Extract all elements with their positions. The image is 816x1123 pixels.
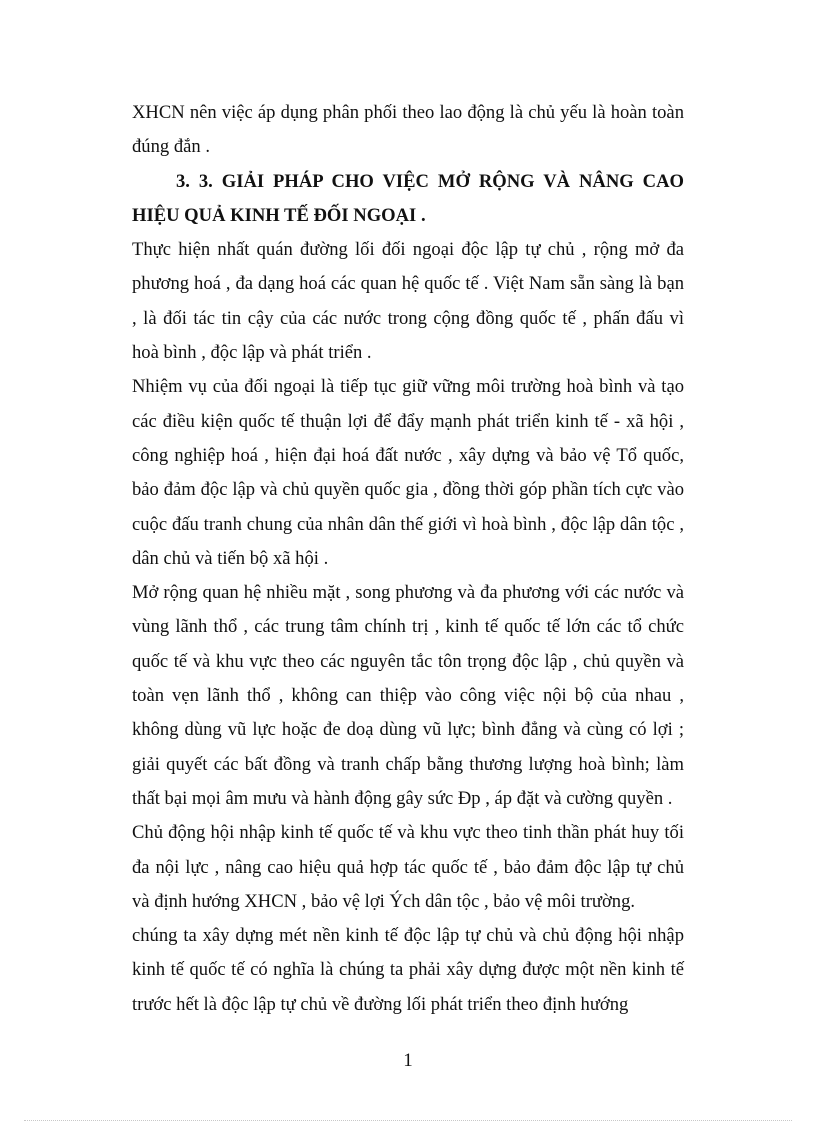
text-line: giải quyết các bất đồng và tranh chấp bằng thương lượng hoà bình; làm xyxy=(132,753,684,775)
text-line: , là đối tác tin cậy của các nước trong cộng đồng quốc tế , phấn đấu vì xyxy=(132,307,684,329)
text-line: kinh tế quốc tế có nghĩa là chúng ta phải xây dựng được một nền kinh tế xyxy=(132,959,684,981)
text-line: đúng đắn . xyxy=(132,136,210,158)
text-line: vùng lãnh thổ , các trung tâm chính trị , kinh tế quốc tế lớn các tổ chức xyxy=(132,616,684,638)
page-bottom-divider xyxy=(24,1120,792,1121)
text-line: Thực hiện nhất quán đường lối đối ngoại độc lập tự chủ , rộng mở đa xyxy=(132,239,684,261)
text-line: đa nội lực , nâng cao hiệu quả hợp tác quốc tế , bảo đảm độc lập tự chủ xyxy=(132,856,684,878)
text-line: Nhiệm vụ của đối ngoại là tiếp tục giữ vững môi trường hoà bình và tạo xyxy=(132,376,684,398)
text-line: Mở rộng quan hệ nhiều mặt , song phương và đa phương với các nước và xyxy=(132,582,684,604)
text-line: dân chủ và tiến bộ xã hội . xyxy=(132,547,329,569)
text-line: thất bại mọi âm mưu và hành động gây sức Ðp , áp đặt và cường quyền . xyxy=(132,787,673,809)
text-line: hoà bình , độc lập và phát triển . xyxy=(132,342,372,364)
text-line: toàn vẹn lãnh thổ , không can thiệp vào công việc nội bộ của nhau , xyxy=(132,685,684,707)
text-line: và định hướng XHCN , bảo vệ lợi Ých dân tộc , bảo vệ môi trường. xyxy=(132,890,636,912)
page-number: 1 xyxy=(403,1050,413,1071)
text-line: cuộc đấu tranh chung của nhân dân thế giới vì hoà bình , độc lập dân tộc , xyxy=(132,513,684,535)
text-line: bảo đảm độc lập và chủ quyền quốc gia , đồng thời góp phần tích cực vào xyxy=(132,479,684,501)
text-line: không dùng vũ lực hoặc đe doạ dùng vũ lực; bình đẳng và cùng có lợi ; xyxy=(132,719,684,741)
text-line: các điều kiện quốc tế thuận lợi để đẩy mạnh phát triển kinh tế - xã hội , xyxy=(132,410,684,432)
text-line: chúng ta xây dựng mét nền kinh tế độc lập tự chủ và chủ động hội nhập xyxy=(132,925,684,947)
body-text xyxy=(132,96,684,1022)
text-line: XHCN nên việc áp dụng phân phối theo lao động là chủ yếu là hoàn toàn xyxy=(132,102,684,123)
section-heading-continued: HIỆU QUẢ KINH TẾ ĐỐI NGOẠI . xyxy=(132,204,426,226)
text-line: trước hết là độc lập tự chủ về đường lối phát triển theo định hướng xyxy=(132,993,629,1015)
text-line: Chủ động hội nhập kinh tế quốc tế và khu vực theo tinh thần phát huy tối xyxy=(132,822,684,844)
text-line: quốc tế và khu vực theo các nguyên tắc tôn trọng độc lập , chủ quyền và xyxy=(132,650,684,672)
section-heading: 3. 3. GIẢI PHÁP CHO VIỆC MỞ RỘNG VÀ NÂNG CAO xyxy=(176,170,684,192)
text-line: phương hoá , đa dạng hoá các quan hệ quốc tế . Việt Nam sẵn sàng là bạn xyxy=(132,273,684,295)
text-line: công nghiệp hoá , hiện đại hoá đất nước , xây dựng và bảo vệ Tổ quốc, xyxy=(132,444,684,466)
